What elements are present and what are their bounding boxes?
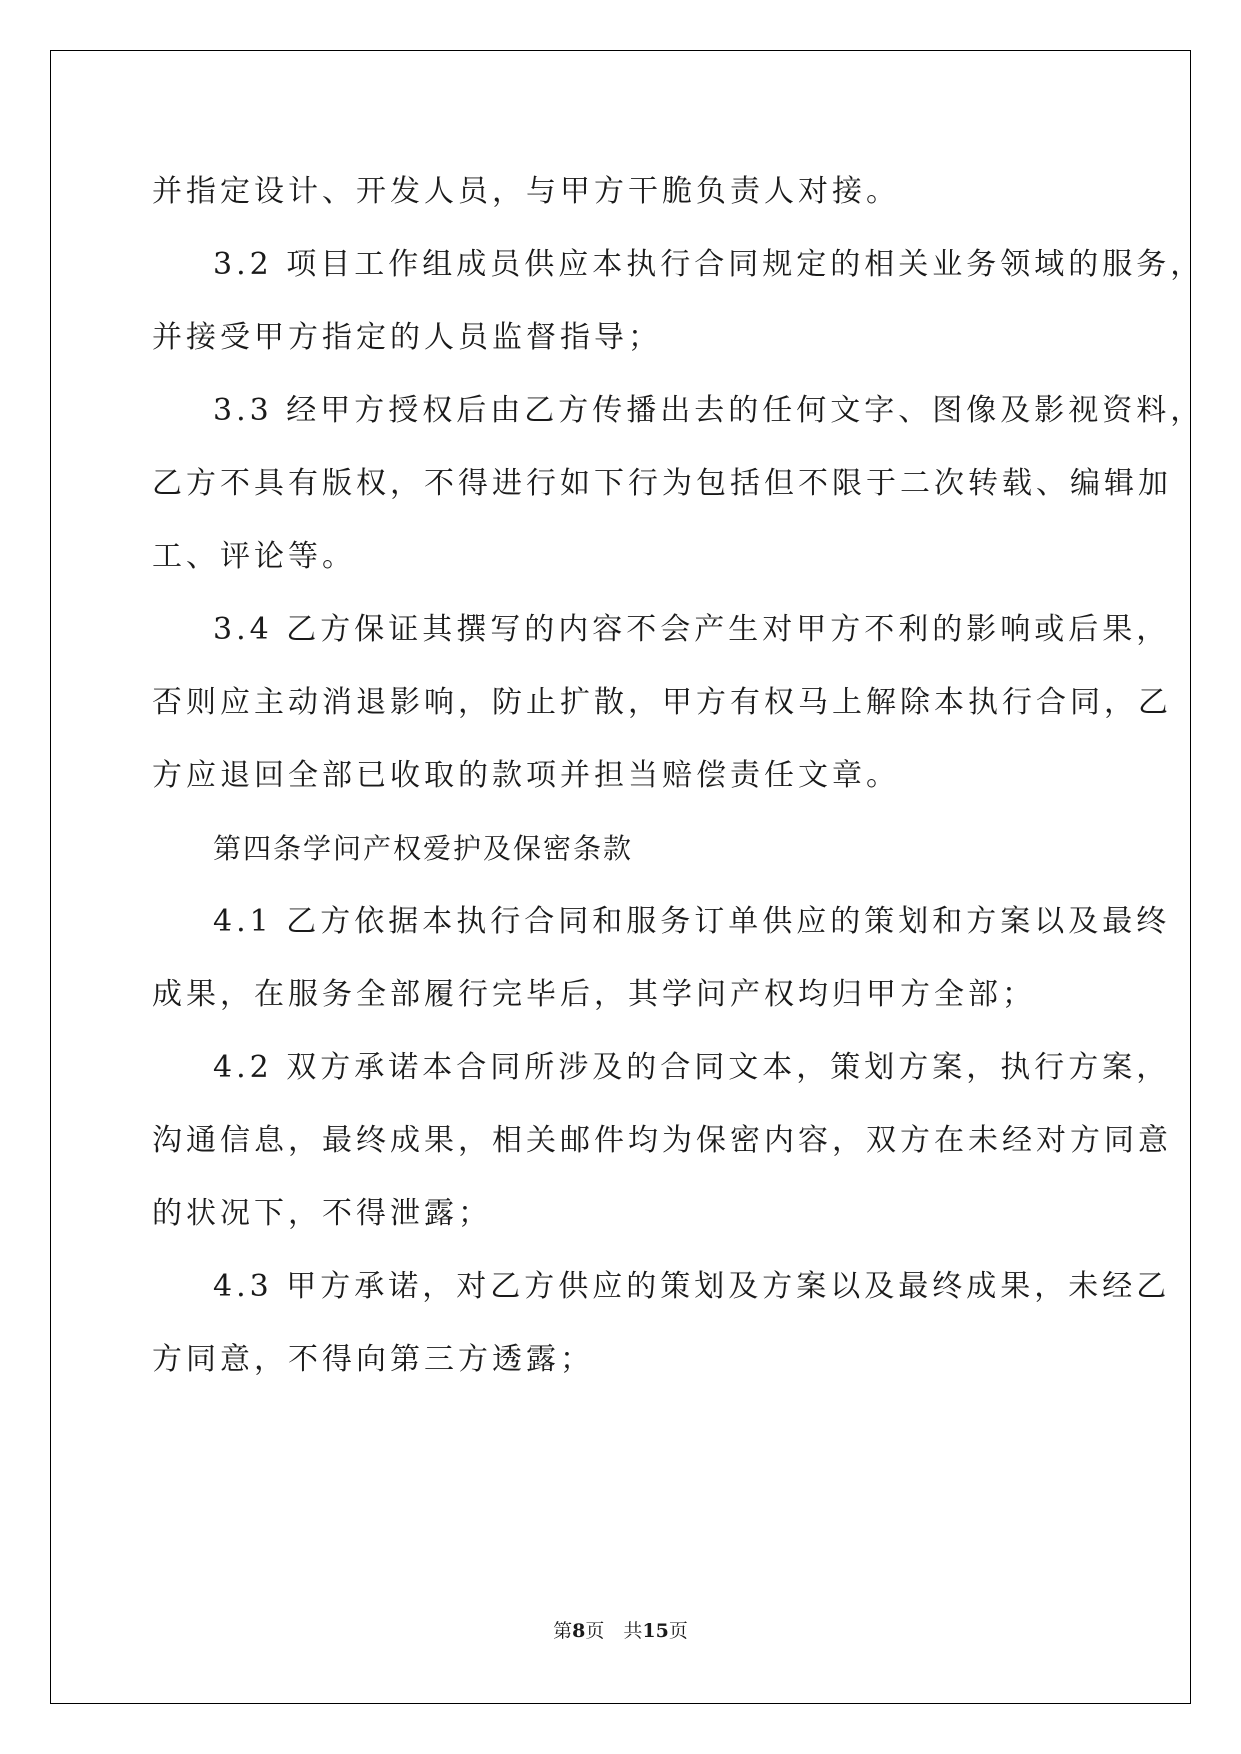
paragraph-line: 并指定设计、开发人员，与甲方干脆负责人对接。 bbox=[152, 174, 900, 209]
paragraph-line: 3.4 乙方保证其撰写的内容不会产生对甲方不利的影响或后果， bbox=[213, 612, 1171, 647]
page-label-mid: 页 共 bbox=[585, 1620, 643, 1642]
page-footer bbox=[0, 1622, 1241, 1641]
paragraph-line: 4.3 甲方承诺，对乙方供应的策划及方案以及最终成果，未经乙 bbox=[213, 1269, 1171, 1304]
paragraph-line: 工、评论等。 bbox=[152, 539, 356, 574]
paragraph-line: 3.2 项目工作组成员供应本执行合同规定的相关业务领域的服务， bbox=[213, 247, 1205, 282]
total-pages-number: 15 bbox=[642, 1620, 669, 1642]
paragraph-line: 并接受甲方指定的人员监督指导； bbox=[152, 320, 662, 355]
paragraph-line: 乙方不具有版权，不得进行如下行为包括但不限于二次转载、编辑加 bbox=[152, 466, 1172, 501]
paragraph-line: 方应退回全部已收取的款项并担当赔偿责任文章。 bbox=[152, 758, 900, 793]
paragraph-line: 的状况下，不得泄露； bbox=[152, 1196, 492, 1231]
page-border bbox=[50, 50, 1191, 1704]
paragraph-line: 3.3 经甲方授权后由乙方传播出去的任何文字、图像及影视资料， bbox=[213, 393, 1205, 428]
paragraph-line: 沟通信息，最终成果，相关邮件均为保密内容，双方在未经对方同意 bbox=[152, 1123, 1172, 1158]
page-label-suffix: 页 bbox=[668, 1620, 688, 1642]
paragraph-line: 方同意，不得向第三方透露； bbox=[152, 1342, 594, 1377]
section-heading: 第四条学问产权爱护及保密条款 bbox=[213, 832, 634, 865]
paragraph-line: 否则应主动消退影响，防止扩散，甲方有权马上解除本执行合同，乙 bbox=[152, 685, 1172, 720]
paragraph-line: 4.1 乙方依据本执行合同和服务订单供应的策划和方案以及最终 bbox=[213, 904, 1171, 939]
paragraph-line: 4.2 双方承诺本合同所涉及的合同文本，策划方案，执行方案， bbox=[213, 1050, 1171, 1085]
paragraph-line: 成果，在服务全部履行完毕后，其学问产权均归甲方全部； bbox=[152, 977, 1036, 1012]
current-page-number: 8 bbox=[572, 1620, 586, 1642]
page-label-prefix: 第 bbox=[553, 1620, 573, 1642]
